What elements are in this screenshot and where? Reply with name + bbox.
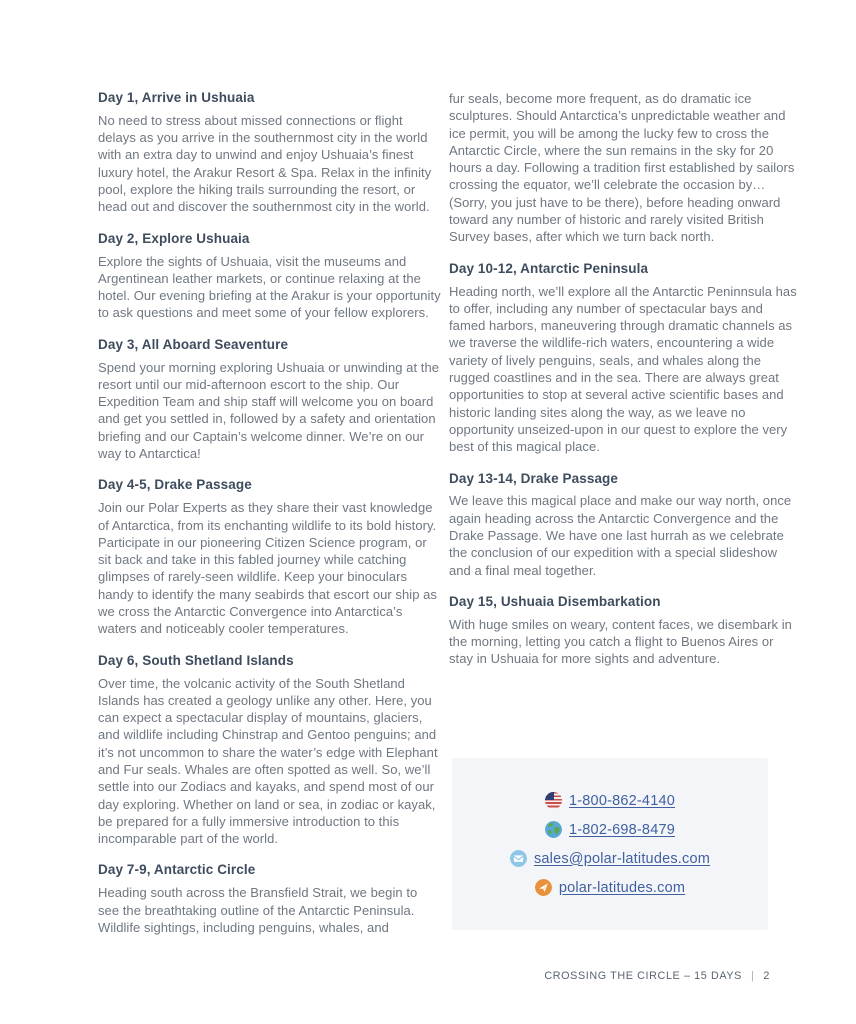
section-heading: Day 1, Arrive in Ushuaia	[98, 90, 255, 105]
section-body: No need to stress about missed connections or flight delays as you arrive in the southernmost city in the world with an extra day to unwind and enjoy Ushuaia’s finest luxury hotel, the Arakur Resort & Spa. Relax in the infinity pool, explore the hiking trails surrounding the resort, or head out and discover the southernmost city in the world.	[98, 112, 432, 215]
section-heading: Day 6, South Shetland Islands	[98, 652, 294, 668]
itinerary-section-day-7-9	[98, 862, 442, 936]
itinerary-section-day-10-12	[449, 261, 797, 456]
envelope-icon	[510, 850, 527, 867]
itinerary-section-day-6	[98, 653, 442, 848]
section-body: Spend your morning exploring Ushuaia or unwinding at the resort until our mid-afternoon escort to the ship. Our Expedition Team and ship staff will welcome you on board and get you settled in, followed by a safety and orientation briefing and our Captain’s welcome dinner. We’re on our way to Antarctica!	[98, 359, 440, 462]
itinerary-section-day-1	[98, 90, 442, 216]
section-body: We leave this magical place and make our way north, once again heading across the Antarctic Convergence and the Drake Passage. We have one last hurrah as we celebrate the conclusion of our expedition with a special slideshow and a final meal together.	[449, 493, 792, 578]
itinerary-section-day-13-14	[449, 471, 797, 579]
itinerary-section-day-4-5	[98, 477, 442, 637]
section-heading: Day 10-12, Antarctic Peninsula	[449, 260, 649, 276]
footer-title: CROSSING THE CIRCLE – 15 DAYS	[544, 970, 742, 982]
contact-box	[452, 758, 768, 930]
section-body: Heading south across the Bransfield Strait, we begin to see the breathtaking outline of the Antarctic Peninsula. Wildlife sightings, including penguins, whales, and	[98, 885, 418, 935]
itinerary-column-right	[449, 90, 797, 668]
us-flag-icon	[545, 792, 562, 809]
section-heading: Day 7-9, Antarctic Circle	[98, 862, 256, 878]
globe-icon	[545, 821, 562, 838]
page-footer	[544, 970, 770, 982]
paper-plane-icon	[535, 879, 552, 896]
itinerary-section-day-2	[98, 231, 442, 322]
section-body: Explore the sights of Ushuaia, visit the museums and Argentinean leather markets, or continue relaxing at the hotel. Our evening briefing at the Arakur is your opportunity to ask questions and meet some of your fellow explorers.	[98, 253, 441, 321]
contact-row-email	[510, 850, 710, 867]
footer-separator: |	[750, 970, 755, 982]
itinerary-column-left	[98, 90, 442, 936]
section-body: With huge smiles on weary, content faces, we disembark in the morning, letting you catch a flight to Buenos Aires or stay in Ushuaia for more sights and adventure.	[449, 616, 792, 667]
section-body: Join our Polar Experts as they share their vast knowledge of Antarctica, from its enchanting wildlife to its bold history. Participate in our pioneering Citizen Science program, or sit back and take in this fabled journey while catching glimpses of rarely-seen wildlife. Keep your binoculars handy to identify the many seabirds that escort our ship as we cross the Antarctic Convergence into Antarctica’s waters and noticeably cooler temperatures.	[98, 500, 437, 637]
section-body: fur seals, become more frequent, as do dramatic ice sculptures. Should Antarctica’s unpredictable weather and ice permit, you will be among the lucky few to cross the Antarctic Circle, where the sun remains in the sky for 20 hours a day. Following a tradition first established by sailors crossing the equator, we’ll celebrate the occasion by… (Sorry, you just have to be there), before heading onward toward any number of historic and rarely visited British Survey bases, after which we turn back north.	[449, 91, 795, 245]
contact-row-us-phone	[545, 792, 675, 809]
section-heading: Day 3, All Aboard Seaventure	[98, 336, 289, 352]
section-body: Heading north, we’ll explore all the Antarctic Peninnsula has to offer, including any number of spectacular bays and famed harbors, maneuvering through dramatic channels as we traverse the wildlife-rich waters, encountering a wide variety of lively penguins, seals, and whales along the rugged coastlines and in the sea. There are always great opportunities to stop at several active scientific bases and historic landing sites along the way, as we leave no opportunity unseized-upon in our quest to explore the very best of this magical place.	[449, 283, 797, 455]
footer-page-number: 2	[763, 970, 770, 982]
section-heading: Day 2, Explore Ushuaia	[98, 230, 250, 246]
section-heading: Day 15, Ushuaia Disembarkation	[449, 593, 661, 609]
section-heading: Day 13-14, Drake Passage	[449, 470, 619, 486]
website-link[interactable]: polar-latitudes.com	[558, 879, 686, 896]
email-link[interactable]: sales@polar-latitudes.com	[533, 850, 711, 867]
section-heading: Day 4-5, Drake Passage	[98, 477, 252, 493]
contact-row-website	[535, 879, 685, 896]
contact-row-intl-phone	[545, 821, 675, 838]
intl-phone-link[interactable]: 1-802-698-8479	[569, 821, 675, 838]
itinerary-section-day-15	[449, 594, 797, 668]
us-phone-link[interactable]: 1-800-862-4140	[569, 792, 675, 809]
section-body: Over time, the volcanic activity of the South Shetland Islands has created a geology unlike any other. Here, you can expect a spectacular display of mountains, glaciers, and wildlife including Chinstrap and Gentoo penguins; and it’s not uncommon to share the water’s edge with Elephant and Fur seals. Whales are often spotted as well. So, we’ll settle into our Zodiacs and kayaks, and spend most of our day exploring. Whether on land or sea, in zodiac or kayak, be prepared for a fully immersive introduction to this incomparable part of the world.	[98, 675, 438, 847]
itinerary-section-day-3	[98, 337, 442, 463]
itinerary-section-day-7-9-continued	[449, 90, 797, 246]
